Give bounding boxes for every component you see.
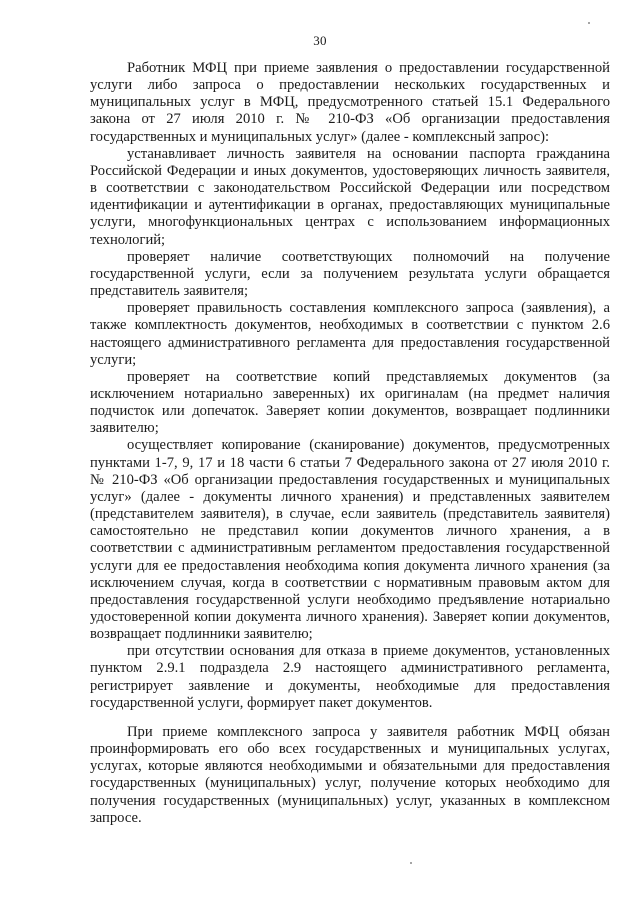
paragraph-identity-check: устанавливает личность заявителя на основании паспорта гражданина Российской Федерации и иных документов, удостоверяющих личность заявителя, в соответствии с законодательством Российской Федерации или посредством идентификации и аутентификации в органах, предоставляющих муниципальные услуги, многофункциональных центрах с использованием информационных технологий; — [90, 145, 610, 248]
scan-speck — [410, 862, 412, 864]
document-body — [90, 60, 610, 827]
paragraph-intro: Работник МФЦ при приеме заявления о предоставлении государственной услуги либо запроса о предоставлении нескольких государственных и муниципальных услуг в МФЦ, предусмотренного статьей 15.1 Федерального закона от 27 июля 2010 г. № 210-ФЗ «Об организации предоставления государственных и муниципальных услуг» (далее - комплексный запрос): — [90, 60, 610, 145]
page-number: 30 — [313, 33, 327, 48]
paragraph-scanning: осуществляет копирование (сканирование) документов, предусмотренных пунктами 1-7, 9, 17 и 18 части 6 статьи 7 Федерального закона от 27 июля 2010 г. № 210-ФЗ «Об организации предоставления государственных и муниципальных услуг» (далее - документы личного хранения) и представленных заявителем (представителем заявителя), в случае, если заявитель (представитель заявителя) самостоятельно не представил копии документов личного хранения, а в соответствии с административным регламентом предоставления государственной услуги для ее предоставления необходима копия документа личного хранения (за исключением случая, когда в соответствии с нормативным правовым актом для предоставления государственной услуги необходимо предъявление нотариально удостоверенной копии документа личного хранения). Заверяет копии документов, возвращает подлинники заявителю; — [90, 437, 610, 643]
scan-speck — [588, 22, 590, 24]
paragraph-information-duty: При приеме комплексного запроса у заявителя работник МФЦ обязан проинформировать его обо всех государственных и муниципальных услугах, услугах, которые являются необходимыми и обязательными для предоставления государственных (муниципальных) услуг, получение которых необходимо для получения государственных (муниципальных) услуг, указанных в комплексном запросе. — [90, 723, 610, 826]
paragraph-authority-check: проверяет наличие соответствующих полномочий на получение государственной услуги, если за получением результата услуги обращается представитель заявителя; — [90, 248, 610, 300]
paragraph-registration: при отсутствии основания для отказа в приеме документов, установленных пунктом 2.9.1 подраздела 2.9 настоящего административного регламента, регистрирует заявление и документы, необходимые для предоставления государственной услуги, формирует пакет документов. — [90, 643, 610, 711]
paragraph-request-check: проверяет правильность составления комплексного запроса (заявления), а также комплектность документов, необходимых в соответствии с пунктом 2.6 настоящего административного регламента для предоставления государственной услуги; — [90, 300, 610, 368]
paragraph-copies-check: проверяет на соответствие копий представляемых документов (за исключением нотариально заверенных) их оригиналам (на предмет наличия подчисток или допечаток. Заверяет копии документов, возвращает подлинники заявителю; — [90, 368, 610, 437]
